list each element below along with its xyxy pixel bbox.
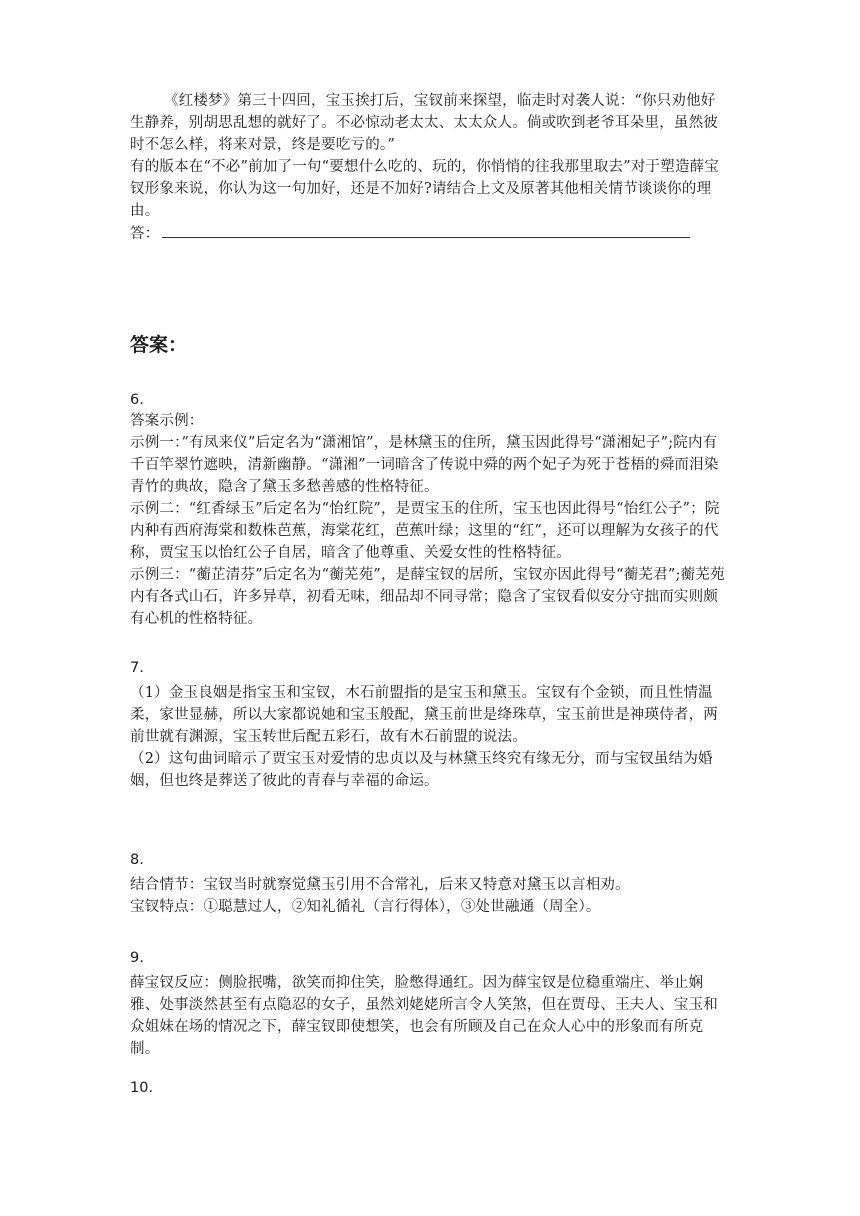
question-prompt: 有的版本在“不必”前加了一句“要想什么吃的、玩的，你悄悄的往我那里取去”对于塑造薛宝钗形象来说，你认为这一句加好，还是不加好?请结合上文及原著其他相关情节谈谈你的理由。 — [130, 159, 720, 219]
answer-6-line-1: 答案示例： — [130, 413, 204, 429]
answer-number-8: 8. — [130, 852, 144, 868]
answer-label: 答： — [130, 226, 160, 242]
answer-7-part-2: （2）这句曲词暗示了贾宝玉对爱情的忠贞以及与林黛玉终究有缘无分，而与宝钗虽结为婚姻，但也终是葬送了彼此的青春与幸福的命运。 — [130, 751, 713, 789]
answer-7-part-1: （1）金玉良姻是指宝玉和宝钗，木石前盟指的是宝玉和黛玉。宝钗有个金锁，而且性情温柔，家世显赫，所以大家都说她和宝玉般配，黛玉前世是绛珠草，宝玉前世是神瑛侍者，两前世就有渊源，宝玉转世后配五彩石，故有木石前盟的说法。 — [130, 685, 718, 745]
answer-number-10: 10. — [130, 1080, 154, 1096]
answer-blank-line — [162, 237, 690, 238]
answer-6-example-3: 示例三：“蘅芷清芬”后定名为“蘅芜苑”，是薛宝钗的居所，宝钗亦因此得号“蘅芜君”;蘅芜苑内有各式山石，许多异草，初看无味，细品却不同寻常；隐含了宝钗看似安分守拙而实则颇有心机的性格特征。 — [130, 567, 725, 627]
answer-8-line-1: 结合情节：宝钗当时就察觉黛玉引用不合常礼，后来又特意对黛玉以言相劝。 — [130, 877, 630, 893]
answer-8-line-2: 宝钗特点：①聪慧过人，②知礼循礼（言行得体），③处世融通（周全）。 — [130, 899, 601, 915]
answers-heading: 答案： — [130, 334, 188, 356]
answer-6-example-2: 示例二：“红香绿玉”后定名为“怡红院”，是贾宝玉的住所，宝玉也因此得号“怡红公子”；院内种有西府海棠和数株芭蕉，海棠花红，芭蕉叶绿；这里的“红”，还可以理解为女孩子的代称，贾宝玉以怡红公子自居，暗含了他尊重、关爱女性的性格特征。 — [130, 501, 720, 561]
answer-number-7: 7. — [130, 660, 144, 676]
answer-number-9: 9. — [130, 950, 144, 966]
answer-number-6: 6. — [130, 392, 144, 408]
question-quote: 《红楼梦》第三十四回，宝玉挨打后，宝钗前来探望，临走时对袭人说：“你只劝他好生静养，别胡思乱想的就好了。不必惊动老太太、太太众人。倘或吹到老爷耳朵里，虽然彼时不怎么样，将来对景，终是要吃亏的。” — [130, 93, 718, 153]
answer-9-line-1: 薛宝钗反应：侧脸抿嘴，欲笑而抑住笑，脸憋得通红。因为薛宝钗是位稳重端庄、举止娴雅、处事淡然甚至有点隐忍的女子，虽然刘姥姥所言令人笑煞，但在贾母、王夫人、宝玉和众姐妹在场的情况之下，薛宝钗即使想笑，也会有所顾及自己在众人心中的形象而有所克制。 — [130, 975, 718, 1057]
answer-6-example-1: 示例一：”有凤来仪”后定名为“潇湘馆”，是林黛玉的住所，黛玉因此得号“潇湘妃子”;院内有千百竿翠竹遮映，清新幽静。“潇湘”一词暗含了传说中舜的两个妃子为死于苍梧的舜而泪染青竹的典故，隐含了黛玉多愁善感的性格特征。 — [130, 435, 719, 495]
